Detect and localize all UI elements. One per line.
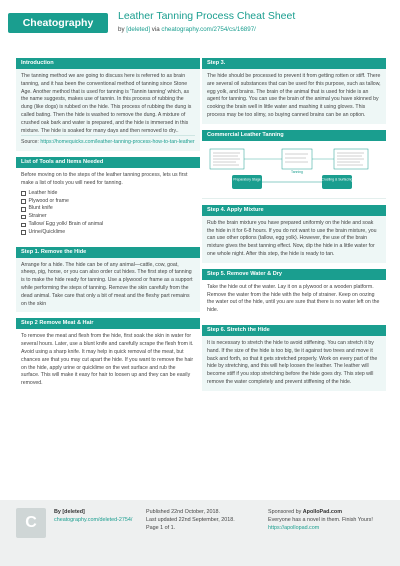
list-item — [21, 221, 195, 229]
checkbox-icon — [21, 230, 26, 235]
checkbox-icon — [21, 191, 26, 196]
checkbox-icon — [21, 199, 26, 204]
list-item — [21, 213, 195, 221]
diagram-label-mid: Tanning — [291, 169, 303, 174]
section-step5 — [202, 269, 386, 319]
list-item-label: Urine/Quicklime — [28, 228, 66, 235]
footer-author-name: By [deleted] — [54, 509, 85, 515]
list-item — [21, 198, 195, 206]
cheatography-logo[interactable]: Cheatography — [8, 13, 108, 33]
section-step2 — [16, 318, 200, 392]
page-footer — [0, 500, 400, 566]
section-title: Step 6. Stretch the Hide — [202, 325, 386, 336]
section-step1 — [16, 247, 200, 313]
section-title: Step 1. Remove the Hide — [16, 247, 200, 258]
sponsor-link[interactable]: https://apollopad.com — [268, 525, 320, 531]
process-diagram — [202, 141, 386, 199]
section-tools — [16, 157, 200, 240]
process-diagram-svg — [202, 141, 386, 199]
list-item-label: Blunt knife — [28, 205, 53, 212]
list-item-label: Strainer — [28, 213, 47, 220]
footer-author — [54, 508, 144, 524]
author-link[interactable]: [deleted] — [126, 26, 151, 33]
section-title: Step 3. — [202, 58, 386, 69]
section-introduction — [16, 58, 200, 151]
section-body — [16, 69, 200, 151]
list-item — [21, 205, 195, 213]
checkbox-icon — [21, 207, 26, 212]
updated-date: Last updated 22nd September, 2018. — [146, 517, 235, 523]
intro-text: The tanning method we are going to discuss here is referred to as brain tanning, and it has been the conventional method of tanning since Stone Age. Another method that is used for tanning is 'Tannin tanning' which, as the name suggests, makes use of tannin. In this process of rubbing the dung (like dogs) is rubbed on the hide. This process of rubbing the dung is called bating. Then the hide is washed to remove the dung. A mixture of crushed oak bark and water is prepared, and the hide is immersed in this mixture. The hide is soaked for many days and then removed to dry.. — [21, 73, 192, 134]
section-body: It is necessary to stretch the hide to avoid stiffening. You can stretch it by hand. If the size of the hide is too big, tie it against two trees and move it back and forth, so that it gets stretched properly. Work on every part of the hide by stretching, and this will help loosen the leather. The leather will become stiff if you stop stretching before the hide goes dry. This step will remove the water completely and prevent stiffening of the hide. — [202, 336, 386, 391]
section-step3 — [202, 58, 386, 124]
sponsor-line — [268, 508, 384, 516]
diagram-label-left: Preparatory Stage — [233, 177, 261, 182]
sponsor-name: ApolloPad.com — [302, 509, 343, 515]
section-title: Step 5. Remove Water & Dry — [202, 269, 386, 280]
section-body: The hide should be processed to prevent it from getting rotten or stiff. There are several oil substances that can be used for this purpose, such as tallow, egg yolk, and brains. The brain of the animal that is used for hide is an agent for tanning. You can use the brain of the animal you have skinned by cooking the brain well in little water and mashing it using gloves. This process may be too slimy, so buying canned brains can be an option. — [202, 69, 386, 124]
left-column — [16, 58, 200, 398]
sponsor-prefix: Sponsored by — [268, 509, 303, 515]
sponsor-tagline: Everyone has a novel in them. Finish Yours! — [268, 517, 373, 523]
checkbox-icon — [21, 223, 26, 228]
list-item-label: Leather hide — [28, 189, 58, 196]
byline-via: via — [150, 26, 162, 33]
diagram-label-right: Crusting & Surfacing — [321, 177, 353, 182]
footer-sponsor — [268, 508, 384, 532]
section-step6 — [202, 325, 386, 391]
checkbox-icon — [21, 215, 26, 220]
section-title: Step 4. Apply Mixture — [202, 205, 386, 216]
section-commercial — [202, 130, 386, 199]
page-title: Leather Tanning Process Cheat Sheet — [118, 10, 296, 22]
section-body: Arrange for a hide. The hide can be of any animal—cattle, cow, goat, sheep, pig, horse, or you can also order cut hides. The first step of tanning is to make the hide ready for tanning. Use a plywood or frame as a support while performing the steps of tanning. Remove the skin carefully from the dead animal. Take care that only a bit of meat and the fleshy part remains on the skin — [16, 258, 200, 313]
section-body: To remove the meat and flesh from the hide, first soak the skin in water for several hours. Later, use a blunt knife and carefully scrape the flesh from it. Avoid using a sharp knife. It may help in quick removal of the meat, but chances are that you may cut apart the hide. If you want to remove the hair on the hide, apply urine or quicklime on the wet surface and rub the surface. This will make it easy for hair to loosen up and they can be easily removed. — [16, 329, 200, 392]
tools-checklist — [21, 190, 195, 237]
tools-intro: Before moving on to the steps of the leather tanning process, lets us first make a list of tools you will need for tanning. — [21, 172, 188, 186]
section-title: List of Tools and Items Needed — [16, 157, 200, 168]
cheatsheet-link[interactable]: cheatography.com/2754/cs/16897/ — [161, 26, 256, 33]
right-column — [202, 58, 386, 397]
published-date: Published 22nd October, 2018. — [146, 509, 221, 515]
source-line — [21, 135, 195, 147]
avatar: C — [16, 508, 46, 538]
section-title: Introduction — [16, 58, 200, 69]
section-title: Commercial Leather Tanning — [202, 130, 386, 141]
section-step4 — [202, 205, 386, 263]
page-count: Page 1 of 1. — [146, 525, 176, 531]
byline-prefix: by — [118, 26, 127, 33]
list-item — [21, 229, 195, 237]
source-link[interactable]: https://homequicks.com/leather-tanning-process-how-to-tan-leather — [40, 139, 195, 146]
list-item-label: Tallow/ Egg yolk/ Brain of animal — [28, 220, 104, 227]
list-item-label: Plywood or frame — [28, 197, 69, 204]
footer-author-link[interactable]: cheatography.com/deleted-2754/ — [54, 517, 133, 523]
section-body: Take the hide out of the water. Lay it on a plywood or a wooden platform. Remove the water from the hide with the help of strainer. Keep on oozing the water out of the hide, until you are sure that there is no water left on the hide. — [202, 280, 386, 319]
section-body — [16, 168, 200, 240]
footer-dates — [146, 508, 256, 532]
source-label: Source: — [21, 139, 41, 146]
page-header — [0, 0, 400, 56]
section-title: Step 2 Remove Meat & Hair — [16, 318, 200, 329]
byline — [118, 26, 256, 33]
diagram-list-mid — [282, 149, 312, 169]
list-item — [21, 190, 195, 198]
section-body: Rub the brain mixture you have prepared uniformly on the hide and soak the hide in it for 6-8 hours. If you do not want to use the brain mixture, you can use other options (tallow, egg yolk). However, the use of the brain mixture gives the best tanning effect. Now, dip the hide in a little water for one whole night. After this step, the hide is ready to tan. — [202, 216, 386, 263]
